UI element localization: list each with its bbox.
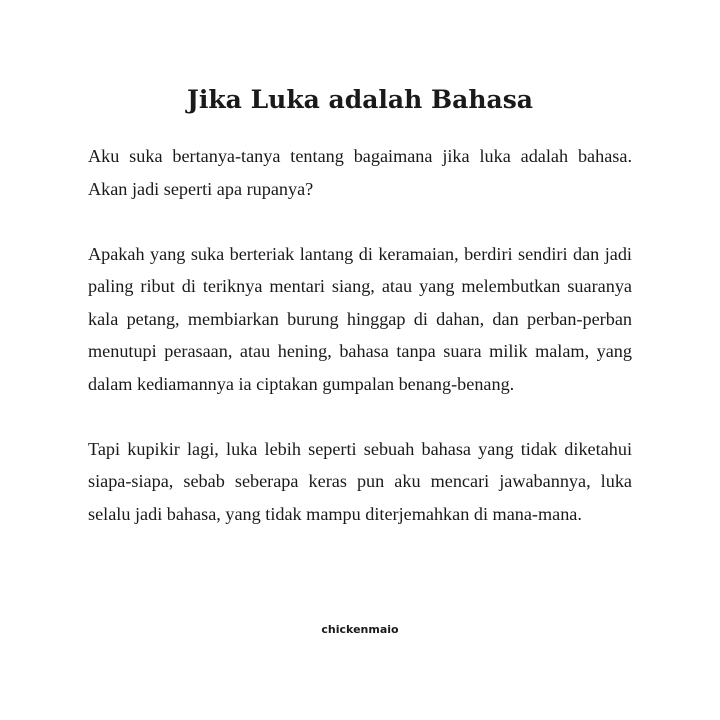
paragraph-2: Apakah yang suka berteriak lantang di keramaian, berdiri sendiri dan jadi paling ribut di teriknya mentari siang, atau yang melembutkan suaranya kala petang, membiarkan burung hinggap di dahan, dan perban-perban menutupi perasaan, atau hening, bahasa tanpa suara milik malam, yang dalam kediamannya ia ciptakan gumpalan benang-benang. — [88, 243, 632, 394]
paragraph-3: Tapi kupikir lagi, luka lebih seperti sebuah bahasa yang tidak diketahui siapa-siapa, sebab seberapa keras pun aku mencari jawabannya, luka selalu jadi bahasa, yang tidak mampu diterjemahkan di mana-mana. — [88, 438, 632, 524]
paragraph-1: Aku suka bertanya-tanya tentang bagaimana jika luka adalah bahasa. Akan jadi seperti apa rupanya? — [88, 146, 632, 199]
poem-body — [88, 140, 632, 563]
author-handle: chickenmaio — [321, 623, 399, 636]
poem-title: Jika Luka adalah Bahasa — [187, 85, 533, 114]
